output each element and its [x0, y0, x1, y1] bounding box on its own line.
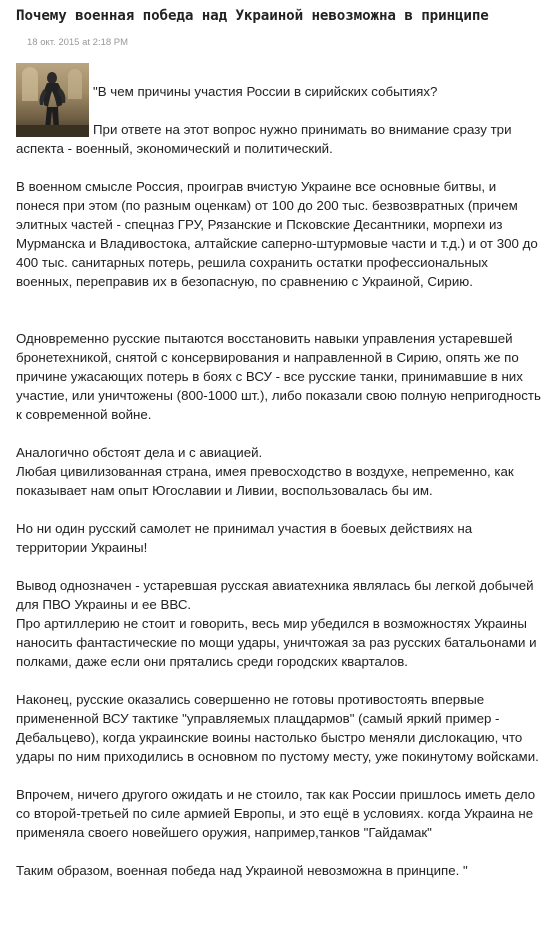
paragraph-5-line-1: Аналогично обстоят дела и с авиацией.	[16, 445, 263, 460]
article-title[interactable]: Почему военная победа над Украиной невозможна в принципе	[16, 8, 489, 24]
paragraph-4: Одновременно русские пытаются восстановить навыки управления устаревшей бронетехникой, снятой с консервирования и направленной в Сирию, опять же по причине ужасающих потерь в боях с ВСУ - все русские танки, принимавшие в них участие, или уничтожены (800-1000 шт.), либо показали свою полную непригодность к современной войне.	[16, 331, 541, 422]
paragraph-7-line-2: Про артиллерию не стоит и говорить, весь мир убедился в возможностях Украины наносить фантастические по мощи удары, уничтожая за раз русских батальонами и полками, даже если они прятались среди городских кварталов.	[16, 616, 537, 669]
paragraph-7	[16, 576, 541, 671]
statue-figure-icon	[38, 71, 68, 131]
article-body	[16, 63, 541, 880]
paragraph-6: Но ни один русский самолет не принимал участия в боевых действиях на территории Украины!	[16, 521, 473, 555]
arch-shape-right	[68, 69, 82, 99]
paragraph-9: Впрочем, ничего другого ожидать и не стоило, так как России пришлось иметь дело со второй-третьей по силе армией Европы, и это ещё в условиях. когда Украина не применяла своего новейшего оружия, например,танков "Гайдамак"	[16, 787, 536, 840]
ground-shape	[16, 125, 89, 137]
arch-shape	[22, 67, 38, 101]
paragraph-5	[16, 443, 541, 500]
paragraph-5-line-2: Любая цивилизованная страна, имея превосходство в воздухе, непременно, как показывает нам опыт Югославии и Ливии, воспользовалась бы им.	[16, 464, 514, 498]
paragraph-1: "В чем причины участия России в сирийских событиях?	[93, 84, 438, 99]
paragraph-3: В военном смысле Россия, проиграв вчистую Украине все основные битвы, и понеся при этом (по разным оценкам) от 100 до 200 тыс. безвозвратных (причем элитных частей - спецназ ГРУ, Рязанские и Псковские Десантники, морпехи из Мурманска и Владивостока, алтайские саперно-штурмовые части и т.д.) и от 300 до 400 тыс. санитарных потерь, решила сохранить остатки профессиональных военных, переправив их в безопасную, по сравнению с Украиной, Сирию.	[16, 179, 538, 289]
paragraph-10: Таким образом, военная победа над Украиной невозможна в принципе. "	[16, 863, 468, 878]
paragraph-2: При ответе на этот вопрос нужно принимать во внимание сразу три аспекта - военный, экономический и политический.	[16, 122, 512, 156]
post-date: 18 окт. 2015 at 2:18 PM	[27, 37, 129, 48]
paragraph-7-line-1: Вывод однозначен - устаревшая русская авиатехника являлась бы легкой добычей для ПВО Украины и ее ВВС.	[16, 578, 534, 612]
paragraph-8: Наконец, русские оказались совершенно не готовы противостоять впервые примененной ВСУ тактике "управляемых плацдармов" (самый яркий пример - Дебальцево), когда украинские воины настолько быстро меняли дислокацию, что удары по ним приходились в основном по пустому месту, уже покинутому войсками.	[16, 692, 539, 764]
statue-photo-icon[interactable]	[16, 63, 89, 137]
